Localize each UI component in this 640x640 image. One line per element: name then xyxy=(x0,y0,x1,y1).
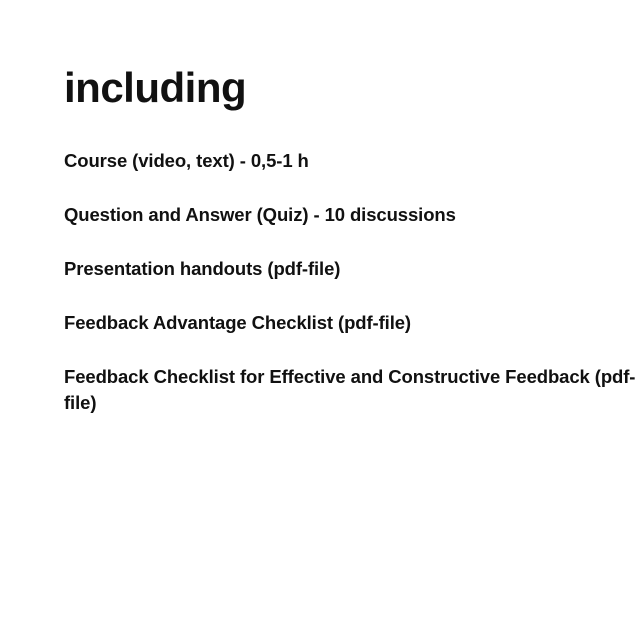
list-item-quiz: Question and Answer (Quiz) - 10 discussions xyxy=(64,204,456,225)
list-item-handouts: Presentation handouts (pdf-file) xyxy=(64,258,341,279)
list-item-course: Course (video, text) - 0,5-1 h xyxy=(64,150,309,171)
included-items-list xyxy=(64,148,640,444)
list-item-advantage-checklist: Feedback Advantage Checklist (pdf-file) xyxy=(64,312,411,333)
list-item-feedback-checklist: Feedback Checklist for Effective and Constructive Feedback (pdf-file) xyxy=(64,366,636,413)
page-heading: including xyxy=(64,64,247,111)
